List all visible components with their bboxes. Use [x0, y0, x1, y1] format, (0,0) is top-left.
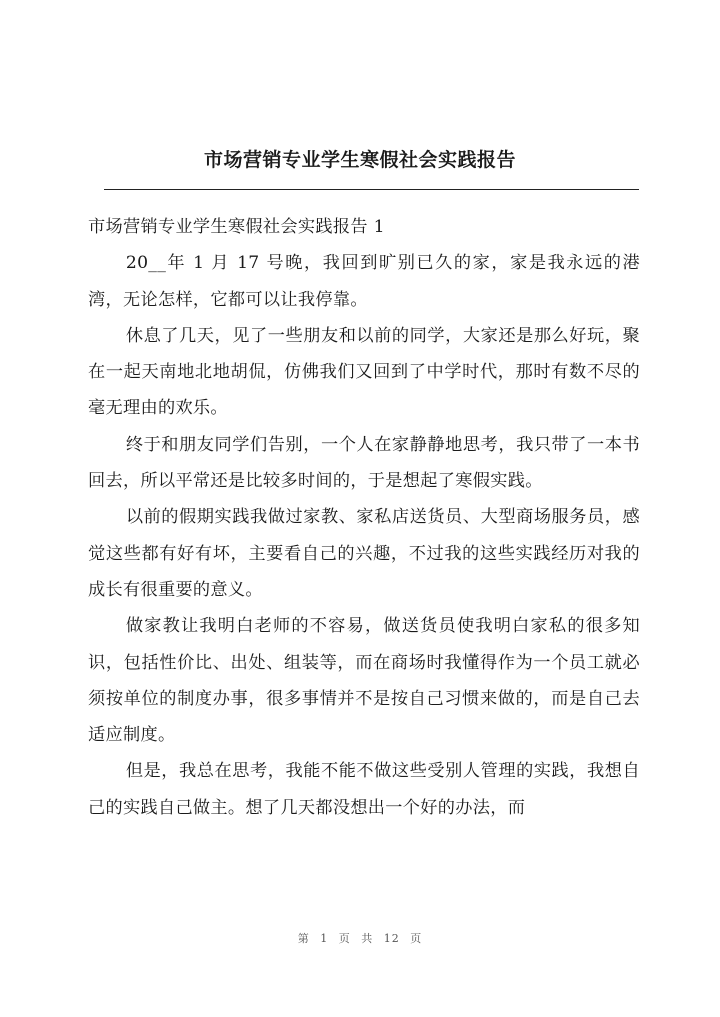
- paragraph: 但是，我总在思考，我能不能不做这些受别人管理的实践，我想自己的实践自己做主。想了几天都没想出一个好的办法，而: [88, 761, 640, 818]
- paragraph: 终于和朋友同学们告别，一个人在家静静地思考，我只带了一本书回去，所以平常还是比较多时间的，于是想起了寒假实践。: [88, 434, 640, 492]
- page-number-footer: 第 1 页 共 12 页: [297, 932, 423, 945]
- section-heading: 市场营销专业学生寒假社会实践报告 1: [88, 217, 385, 237]
- paragraph: 做家教让我明白老师的不容易，做送货员使我明白家私的很多知识，包括性价比、出处、组装等，而在商场时我懂得作为一个员工就必须按单位的制度办事，很多事情并不是按自己习惯来做的，而是自己去适应制度。: [88, 616, 640, 746]
- paragraph: 20__年 1 月 17 号晚，我回到旷别已久的家，家是我永远的港湾，无论怎样，它都可以让我停靠。: [88, 253, 640, 310]
- document-title: 市场营销专业学生寒假社会实践报告: [203, 149, 516, 171]
- paragraph: 以前的假期实践我做过家教、家私店送货员、大型商场服务员，感觉这些都有好有坏，主要看自己的兴趣，不过我的这些实践经历对我的成长有很重要的意义。: [88, 507, 640, 600]
- document-body: [88, 209, 640, 826]
- title-divider: [104, 189, 639, 190]
- paragraph: 休息了几天，见了一些朋友和以前的同学，大家还是那么好玩，聚在一起天南地北地胡侃，仿佛我们又回到了中学时代，那时有数不尽的毫无理由的欢乐。: [88, 325, 640, 419]
